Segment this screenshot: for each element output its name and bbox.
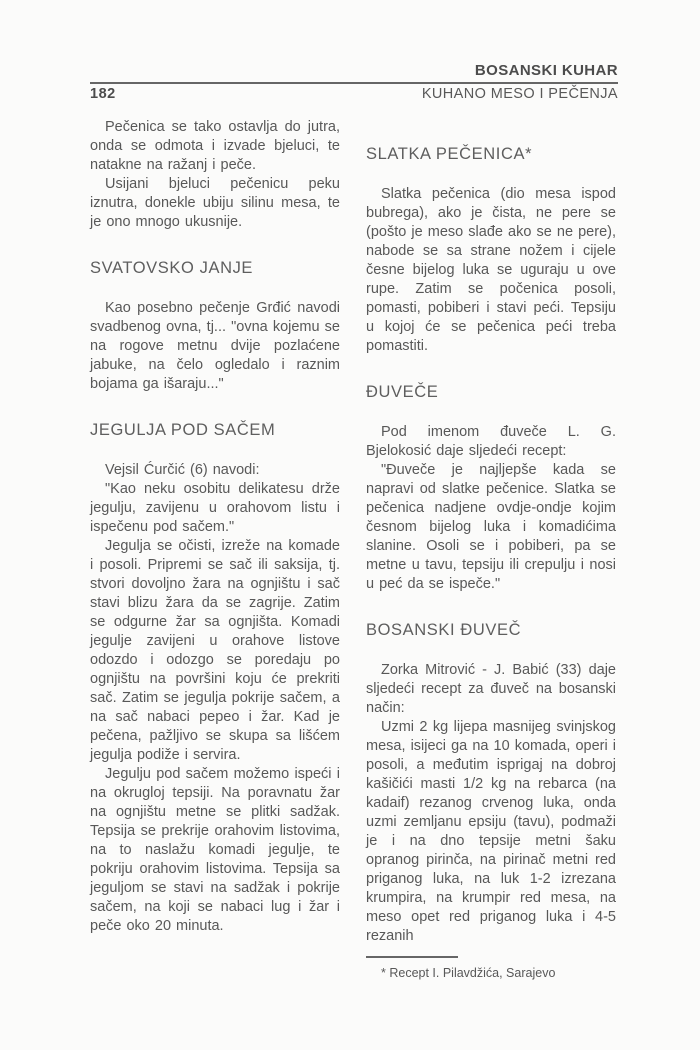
two-column-text bbox=[90, 118, 618, 981]
right-column-blocks bbox=[366, 145, 616, 946]
left-column bbox=[90, 118, 340, 981]
paragraph: Usijani bjeluci pečenicu peku iznutra, donekle ubiju silinu mesa, te je ono mnogo ukusnije. bbox=[90, 176, 340, 230]
paragraph: Vejsil Ćurčić (6) navodi: bbox=[105, 462, 260, 478]
section-heading: SLATKA PEČENICA* bbox=[366, 145, 533, 163]
paragraph: Pod imenom đuveče L. G. Bjelokosić daje sljedeći recept: bbox=[366, 424, 616, 459]
right-column bbox=[366, 118, 616, 981]
footnote-text: * Recept I. Pilavdžića, Sarajevo bbox=[381, 966, 556, 980]
footnote bbox=[366, 956, 616, 981]
header-rule bbox=[90, 82, 618, 84]
paragraph: Jegulja se očisti, izreže na komade i posoli. Pripremi se sač ili saksija, tj. stvori dovoljno žara na ognjištu i sač stavi blizu žara da se zagrije. Zatim se odgurne žar sa ognjišta. Komadi jegulje zavijeni u orahove listove odozdo i odozgo se poredaju po ognjištu na površini koju će prekriti sač. Zatim se jegulja pokrije sačem, a na sač nabaci pepeo i žar. Kad je pečena, pažljivo se skupa sa lišćem jegulja podiže i servira. bbox=[90, 538, 340, 763]
page-number: 182 bbox=[90, 86, 116, 102]
page-header bbox=[90, 62, 618, 102]
footnote-rule bbox=[366, 956, 458, 958]
chapter-title: KUHANO MESO I PEČENJA bbox=[421, 86, 618, 102]
book-title: BOSANSKI KUHAR bbox=[474, 62, 618, 79]
paragraph: Uzmi 2 kg lijepa masnijeg svinjskog mesa, isijeci ga na 10 komada, operi i posoli, a međutim isprigaj na dobroj kašičići masti 1/2 kg na rebarca (na kadaif) rezanog crvenog luka, onda uzmi zemljanu epsiju (tavu), podmaži je i na dno tepsije metni šaku opranog pirinča, na pirinač metni red priganog luka, na luk 1-2 izrezana krumpira, na krumpir red mesa, na meso opet red priganog luka i 4-5 rezanih bbox=[366, 719, 616, 944]
paragraph: Zorka Mitrović - J. Babić (33) daje sljedeći recept za đuveč na bosanski način: bbox=[366, 662, 616, 716]
paragraph: "Kao neku osobitu delikatesu drže jegulju, zavijenu u orahovom listu i ispečenu pod sačem." bbox=[90, 481, 340, 535]
paragraph: Kao posebno pečenje Grđić navodi svadbenog ovna, tj... "ovna kojemu se na rogove metnu dvije pozlaćene jabuke, na čelo ogledalo i raznim bojama ga išaraju..." bbox=[90, 300, 340, 392]
paragraph: Pečenica se tako ostavlja do jutra, onda se odmota i izvade bjeluci, te natakne na ražanj i peče. bbox=[90, 119, 340, 173]
section-heading: SVATOVSKO JANJE bbox=[90, 259, 254, 277]
paragraph: Slatka pečenica (dio mesa ispod bubrega), ako je čista, ne pere se (pošto je meso slađe ako se ne pere), nabode se sa strane nožem i cijele česne bijelog luka se uguraju u ove rupe. Zatim se počenica posoli, pomasti, pobiberi i stavi peći. Tepsiju u kojoj će se pečenica peći treba pomastiti. bbox=[366, 186, 616, 354]
paragraph: "Đuveče je najljepše kada se napravi od slatke pečenice. Slatka se pečenica nadjene ovdje-ondje kojim česnom bijelog luka i komadićima slanine. Osoli se i pobiberi, pa se metne u tavu, tepsiju ili crepulju i nosi u peć da se ispeče." bbox=[366, 462, 616, 592]
header-row bbox=[90, 86, 618, 102]
section-heading: ĐUVEČE bbox=[366, 383, 439, 401]
section-heading: JEGULJA POD SAČEM bbox=[90, 421, 276, 439]
section-heading: BOSANSKI ĐUVEČ bbox=[366, 621, 522, 639]
paragraph: Jegulju pod sačem možemo ispeći i na okrugloj tepsiji. Na poravnatu žar na ognjištu metne se plitki sadžak. Tepsija se prekrije orahovim listovima, na to naslažu komadi jegulje, te pokriju orahovim listovima. Tepsija sa jeguljom se stavi na sadžak i pokrije sačem, na koji se nabaci lug i žar i peče oko 20 minuta. bbox=[90, 766, 340, 934]
